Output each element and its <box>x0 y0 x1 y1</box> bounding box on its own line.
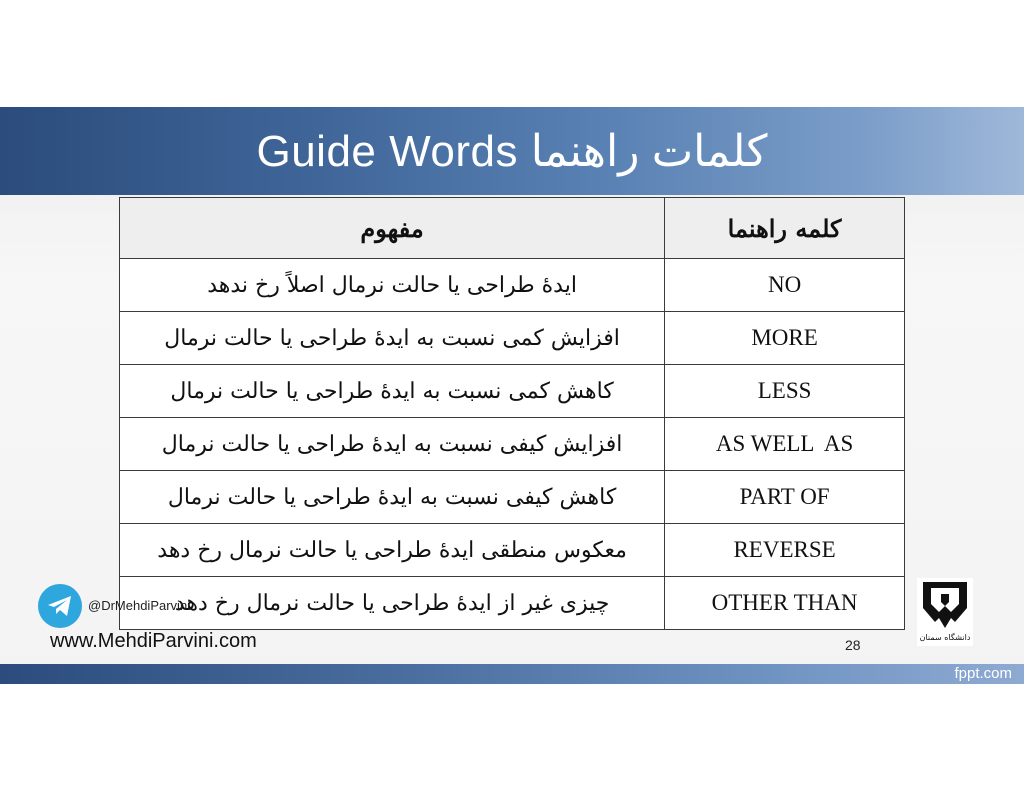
slide-title: Guide Words كلمات راهنما <box>256 126 768 176</box>
table-row <box>120 471 905 524</box>
header-guide-word: کلمه راهنما <box>665 198 905 259</box>
footer-bar <box>0 664 1024 684</box>
guide-word-cell: MORE <box>665 312 905 365</box>
website-link[interactable]: www.MehdiParvini.com <box>50 630 257 652</box>
page-number: 28 <box>845 637 861 653</box>
table-row <box>120 418 905 471</box>
definition-cell: افزایش کیفی نسبت به ایدهٔ طراحی یا حالت نرمال <box>120 418 665 471</box>
table-header-row <box>120 198 905 259</box>
table-row <box>120 259 905 312</box>
definition-cell: کاهش کیفی نسبت به ایدهٔ طراحی یا حالت نرمال <box>120 471 665 524</box>
table-row <box>120 577 905 630</box>
university-logo <box>917 578 973 646</box>
guide-word-cell: REVERSE <box>665 524 905 577</box>
definition-cell: کاهش کمی نسبت به ایدهٔ طراحی یا حالت نرمال <box>120 365 665 418</box>
header-definition: مفهوم <box>120 198 665 259</box>
definition-cell: چیزی غیر از ایدهٔ طراحی یا حالت نرمال رخ دهد <box>120 577 665 630</box>
title-bar <box>0 107 1024 195</box>
table-row <box>120 524 905 577</box>
guide-word-cell: LESS <box>665 365 905 418</box>
table-row <box>120 312 905 365</box>
telegram-handle[interactable]: @DrMehdiParvini <box>88 598 191 613</box>
guide-word-cell: NO <box>665 259 905 312</box>
definition-cell: ایدهٔ طراحی یا حالت نرمال اصلاً رخ ندهد <box>120 259 665 312</box>
guide-words-table <box>119 197 905 630</box>
university-logo-text: دانشگاه سمنان <box>919 633 971 642</box>
definition-cell: معکوس منطقی ایدهٔ طراحی یا حالت نرمال رخ دهد <box>120 524 665 577</box>
table-row <box>120 365 905 418</box>
footer-brand: fppt.com <box>954 665 1012 682</box>
telegram-icon[interactable] <box>38 584 82 628</box>
guide-word-cell: PART OF <box>665 471 905 524</box>
guide-word-cell: AS WELL AS <box>665 418 905 471</box>
definition-cell: افزایش کمی نسبت به ایدهٔ طراحی یا حالت نرمال <box>120 312 665 365</box>
guide-word-cell: OTHER THAN <box>665 577 905 630</box>
